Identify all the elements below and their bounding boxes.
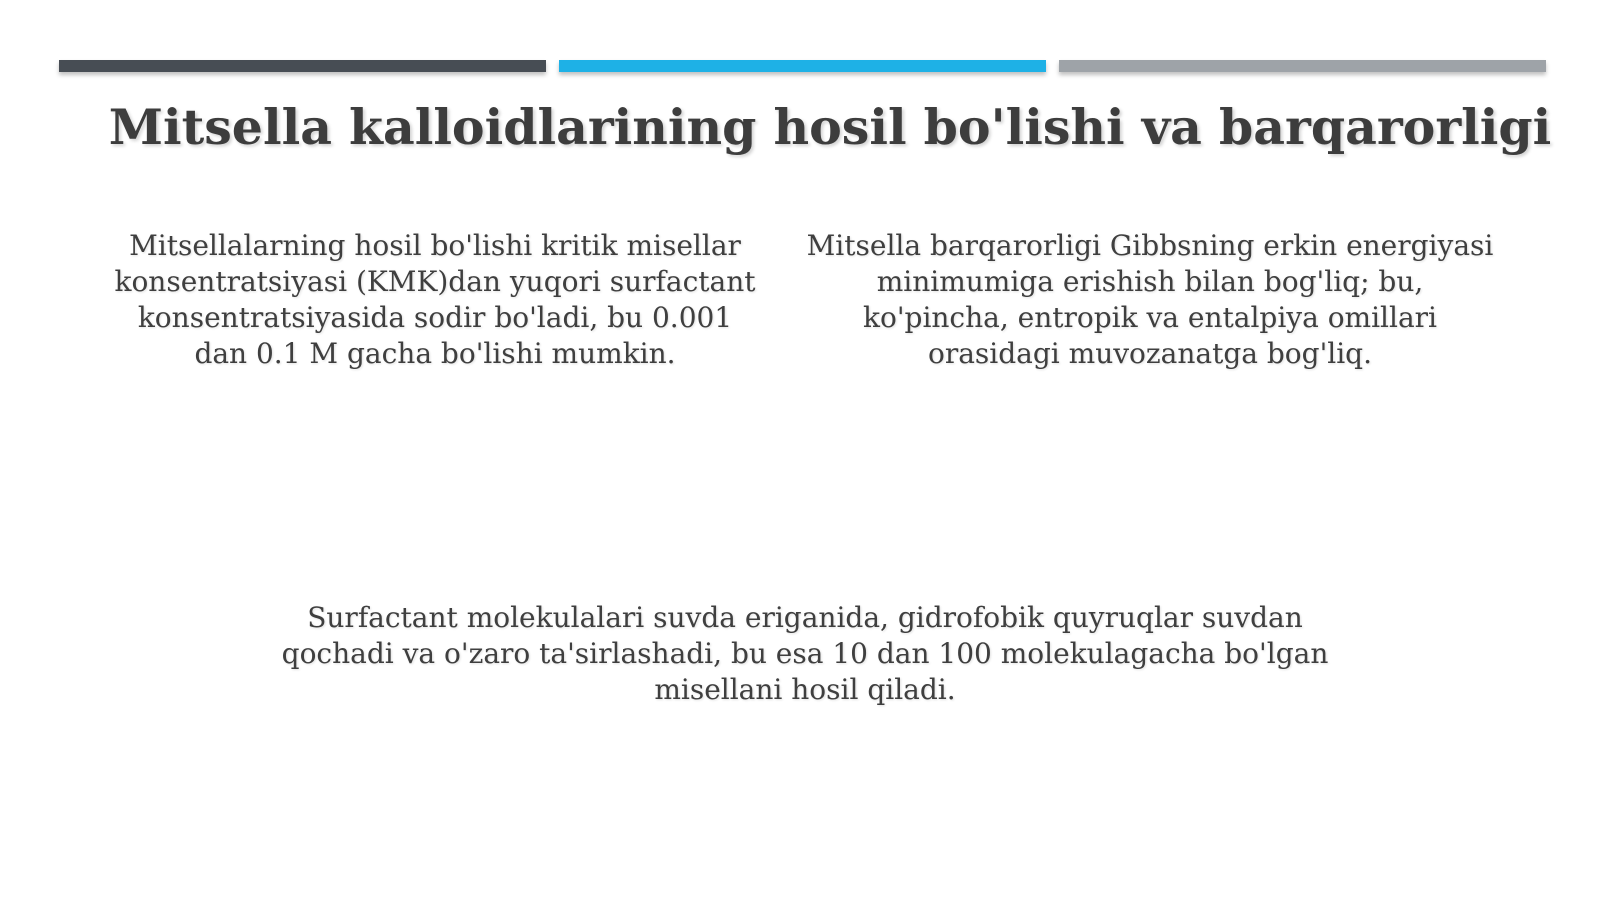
text-block-bottom: Surfactant molekulalari suvda eriganida, gidrofobik quyruqlar suvdan qochadi va o'zaro ta'sirlashadi, bu esa 10 dan 100 molekulagacha bo'lgan misellani hosil qiladi.: [281, 601, 1329, 706]
text-block-right: Mitsella barqarorligi Gibbsning erkin energiyasi minimumiga erishish bilan bog'liq; bu, ko'pincha, entropik va entalpiya omillari orasidagi muvozanatga bog'liq.: [806, 229, 1494, 370]
accent-bar-gray: [1059, 60, 1546, 72]
slide-title: Mitsella kalloidlarining hosil bo'lishi va barqarorligi: [108, 98, 1552, 156]
accent-bar-blue: [559, 60, 1046, 72]
accent-bar-dark: [59, 60, 546, 72]
text-block-left: Mitsellalarning hosil bo'lishi kritik misellar konsentratsiyasi (KMK)dan yuqori surfactant konsentratsiyasida sodir bo'ladi, bu 0.001 dan 0.1 M gacha bo'lishi mumkin.: [114, 229, 756, 370]
